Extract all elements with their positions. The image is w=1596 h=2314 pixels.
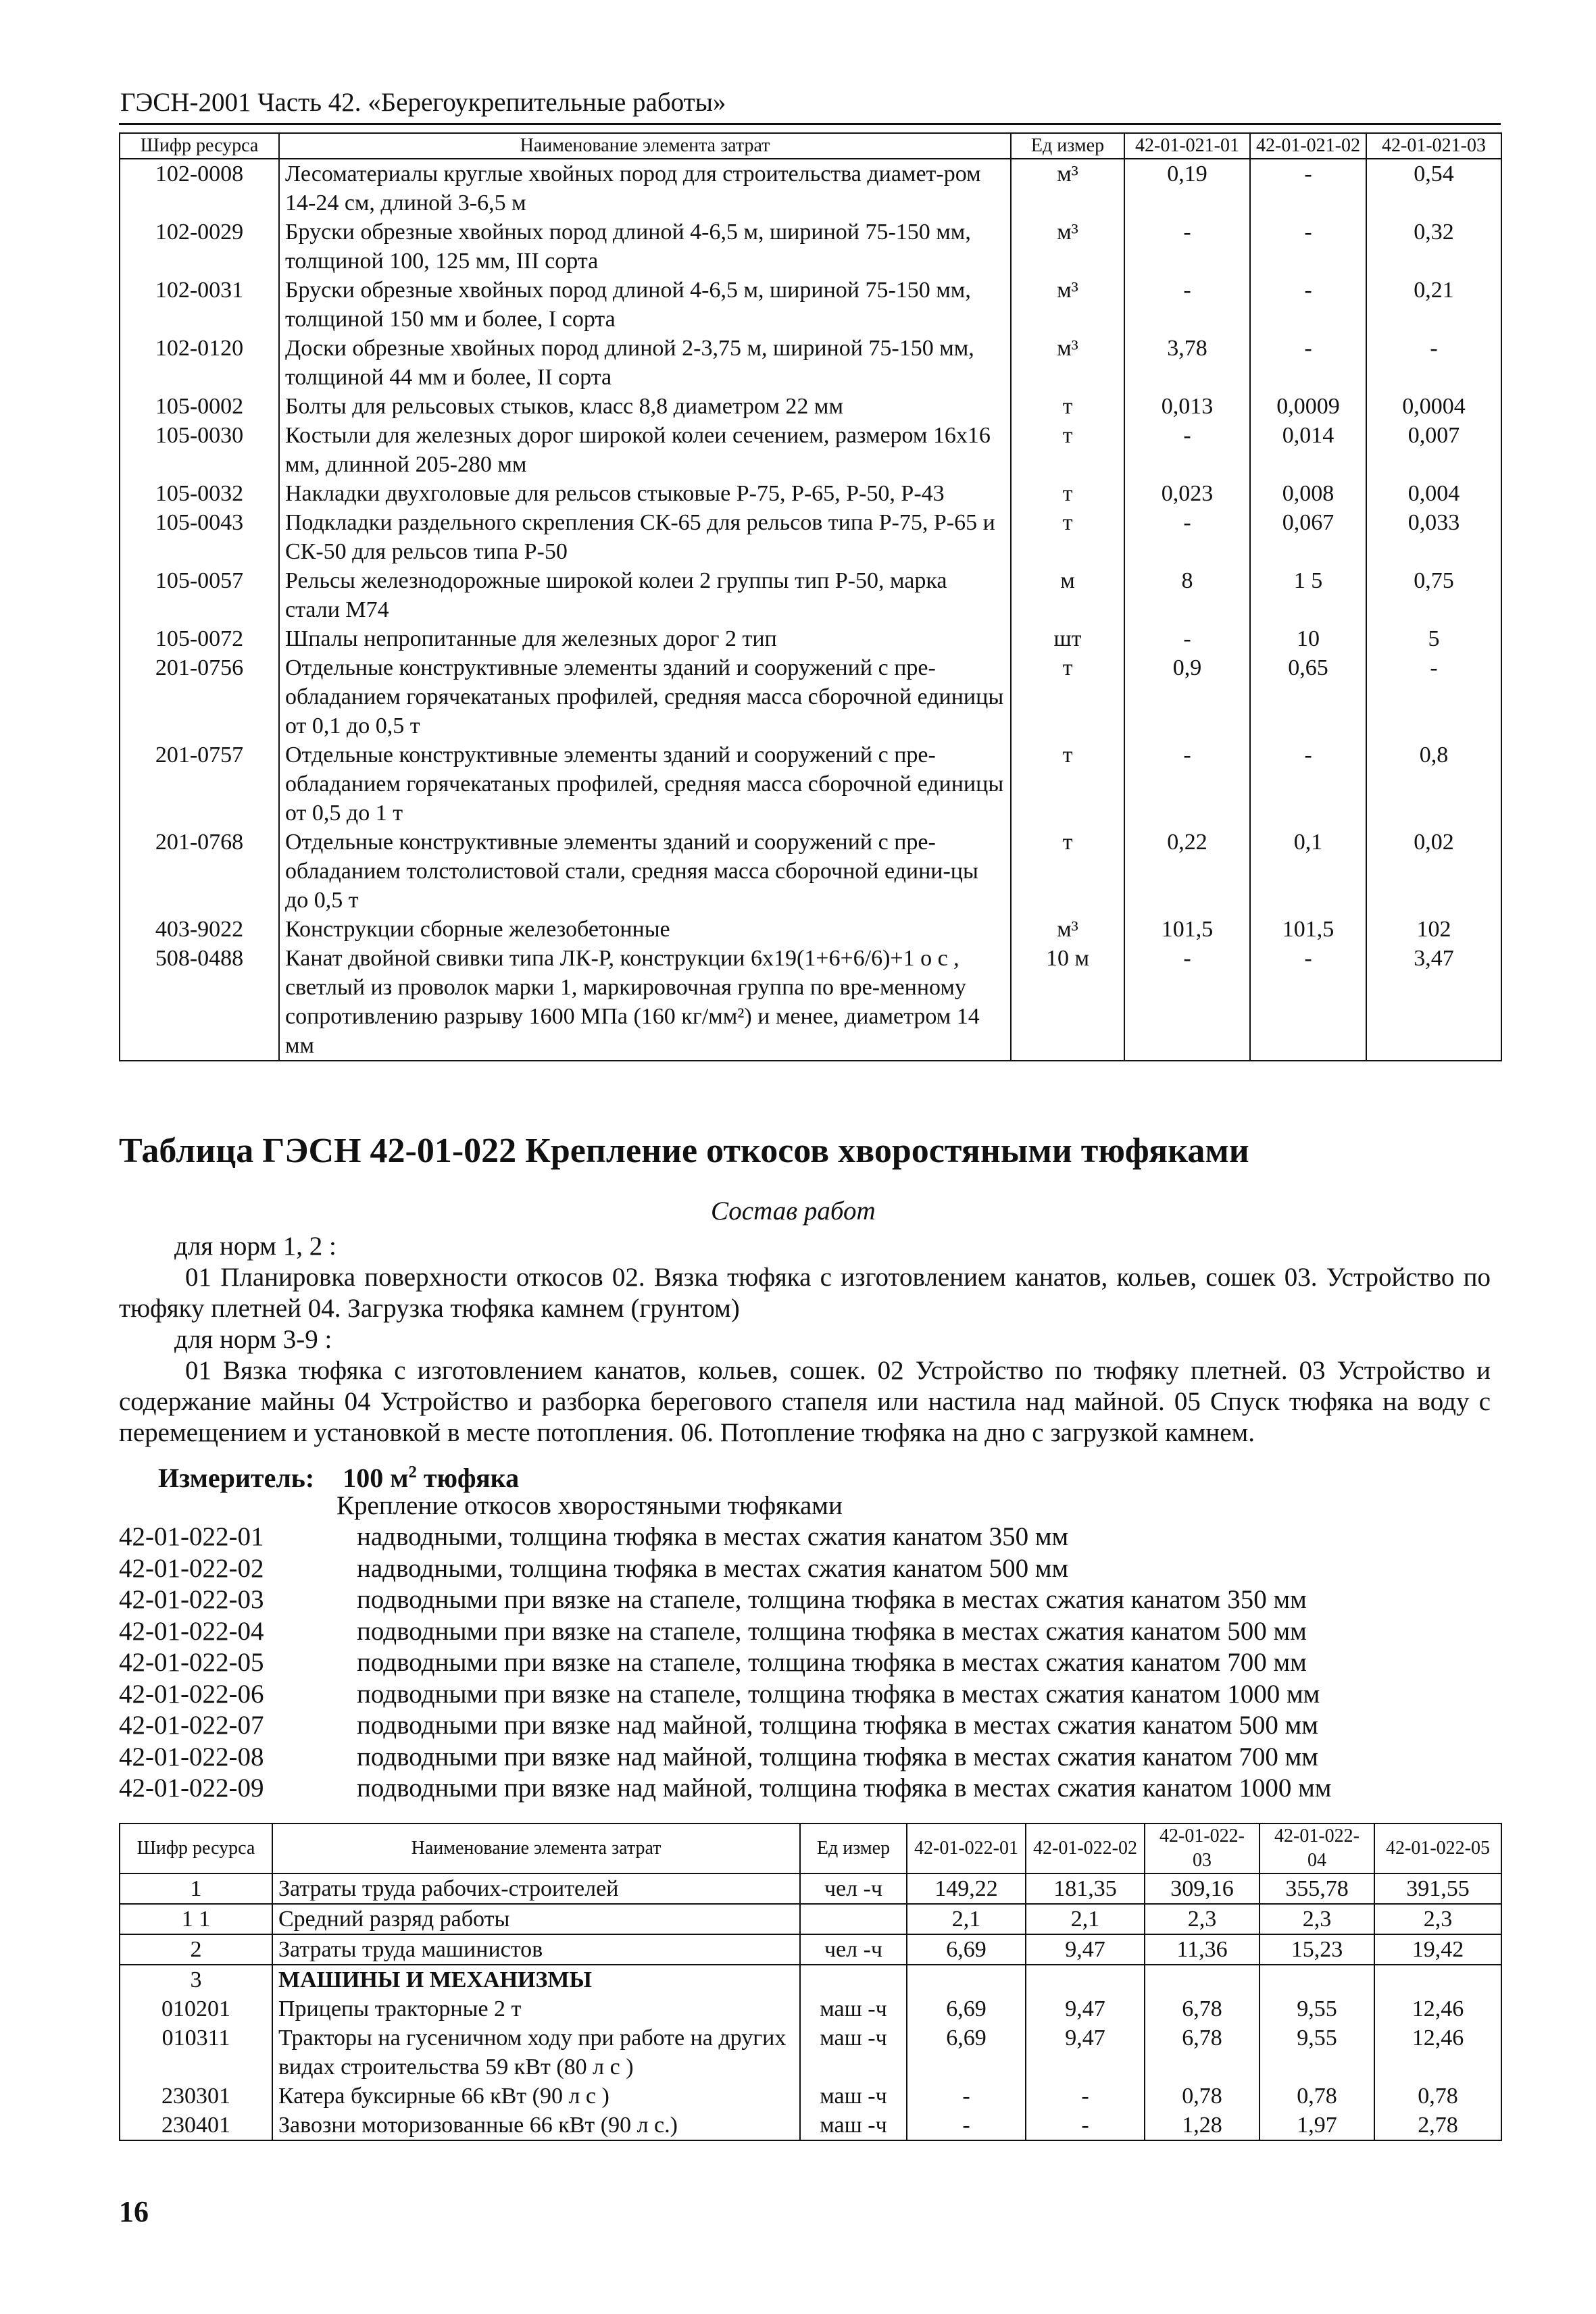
resource-unit: м [1011, 566, 1124, 624]
norm-code: 42-01-022-08 [119, 1742, 264, 1771]
resource-code: 1 1 [120, 1904, 272, 1934]
table-row [120, 508, 1501, 566]
norm-text: надводными, толщина тюфяка в местах сжатия канатом 500 мм [357, 1553, 1069, 1583]
norm-value: 0,32 [1366, 218, 1501, 276]
norm-value: 149,22 [907, 1873, 1026, 1904]
norm-value: - [1124, 944, 1250, 1061]
resource-name: Канат двойной свивки типа ЛК-Р, конструкции 6х19(1+6+6/6)+1 о с , светлый из проволок марки 1, маркировочная группа по вре-менному сопротивлению разрыву 1600 МПа (160 кг/мм²) и менее, диаметром 14 мм [279, 944, 1011, 1061]
norm-code: 42-01-022-07 [119, 1711, 264, 1740]
norm-value [1260, 1965, 1374, 1994]
norm-value: - [1124, 624, 1250, 653]
norm-value: 101,5 [1250, 915, 1366, 944]
resource-code: 1 [120, 1873, 272, 1904]
norm-code: 42-01-022-01 [119, 1522, 264, 1551]
col-header-norm: 42-01-022-04 [1260, 1823, 1374, 1873]
meter-label: Измеритель: [158, 1463, 315, 1493]
norm-value: 0,65 [1250, 653, 1366, 740]
norm-value: 0,78 [1374, 2082, 1501, 2111]
norm-value: - [1250, 944, 1366, 1061]
resource-name: Бруски обрезные хвойных пород длиной 4-6,5 м, шириной 75-150 мм, толщиной 150 мм и более, I сорта [279, 276, 1011, 334]
norm-item [119, 1773, 1484, 1805]
norm-value: 101,5 [1124, 915, 1250, 944]
table-row [120, 421, 1501, 479]
resource-unit: т [1011, 740, 1124, 828]
table-row [120, 1965, 1501, 1994]
resource-table-021 [119, 132, 1502, 1061]
norm-value: 0,78 [1145, 2082, 1260, 2111]
norm-value: 0,78 [1260, 2082, 1374, 2111]
col-header-unit: Ед измер [1011, 133, 1124, 159]
norm-text: надводными, толщина тюфяка в местах сжатия канатом 350 мм [357, 1522, 1069, 1551]
resource-unit: м³ [1011, 159, 1124, 218]
norm-value: 9,55 [1260, 1994, 1374, 2023]
norm-text: подводными при вязке на стапеле, толщина тюфяка в местах сжатия канатом 350 мм [357, 1585, 1307, 1614]
norm-value: 8 [1124, 566, 1250, 624]
resource-name: Завозни моторизованные 66 кВт (90 л с.) [272, 2111, 800, 2140]
norm-value: 309,16 [1145, 1873, 1260, 1904]
table-row [120, 624, 1501, 653]
norm-code: 42-01-022-03 [119, 1585, 264, 1614]
col-header-norm: 42-01-022-02 [1026, 1823, 1145, 1873]
norm-value: 0,033 [1366, 508, 1501, 566]
norm-code: 42-01-022-06 [119, 1679, 264, 1709]
norm-value: - [1250, 218, 1366, 276]
norm-value: - [1124, 421, 1250, 479]
norm-text: подводными при вязке над майной, толщина тюфяка в местах сжатия канатом 700 мм [357, 1742, 1318, 1771]
col-header-norm: 42-01-022-01 [907, 1823, 1026, 1873]
norm-value: 0,008 [1250, 479, 1366, 508]
resource-unit: т [1011, 653, 1124, 740]
resource-code: 3 [120, 1965, 272, 1994]
col-header-unit: Ед измер [800, 1823, 907, 1873]
norm-value: 6,69 [907, 1934, 1026, 1965]
resource-name: Бруски обрезные хвойных пород длиной 4-6,5 м, шириной 75-150 мм, толщиной 100, 125 мм, III сорта [279, 218, 1011, 276]
table-row [120, 828, 1501, 915]
resource-name: Лесоматериалы круглые хвойных пород для строительства диамет-ром 14-24 см, длиной 3-6,5 м [279, 159, 1011, 218]
col-header-norm: 42-01-021-01 [1124, 133, 1250, 159]
resource-code: 201-0756 [120, 653, 279, 740]
norm-value: 6,69 [907, 2023, 1026, 2082]
norm-value [907, 1965, 1026, 1994]
norm-value: 12,46 [1374, 2023, 1501, 2082]
resource-unit: м³ [1011, 915, 1124, 944]
table-row [120, 159, 1501, 218]
resource-unit: т [1011, 421, 1124, 479]
norm-value: 181,35 [1026, 1873, 1145, 1904]
norm-value: - [1250, 334, 1366, 392]
norm-value [1374, 1965, 1501, 1994]
table-row [120, 2111, 1501, 2140]
resource-name: Средний разряд работы [272, 1904, 800, 1934]
resource-code: 105-0072 [120, 624, 279, 653]
norm-text: подводными при вязке на стапеле, толщина тюфяка в местах сжатия канатом 700 мм [357, 1648, 1307, 1677]
norm-value: 2,78 [1374, 2111, 1501, 2140]
table-row [120, 944, 1501, 1061]
resource-unit: шт [1011, 624, 1124, 653]
resource-name: Доски обрезные хвойных пород длиной 2-3,75 м, шириной 75-150 мм, толщиной 44 мм и более, II сорта [279, 334, 1011, 392]
norm-value: 5 [1366, 624, 1501, 653]
norm-value: - [1124, 218, 1250, 276]
norm-value: 0,1 [1250, 828, 1366, 915]
norm-value: 0,0009 [1250, 392, 1366, 421]
norm-value: 9,47 [1026, 1994, 1145, 2023]
resource-unit: т [1011, 392, 1124, 421]
resource-code: 201-0768 [120, 828, 279, 915]
resource-unit [800, 1965, 907, 1994]
resource-unit: т [1011, 479, 1124, 508]
resource-unit: маш -ч [800, 2023, 907, 2082]
norm-value: - [1366, 334, 1501, 392]
resource-name: Подкладки раздельного скрепления СК-65 для рельсов типа Р-75, Р-65 и СК-50 для рельсов типа Р-50 [279, 508, 1011, 566]
table-row [120, 276, 1501, 334]
norms-group-title: Крепление откосов хворостяными тюфяками [336, 1491, 843, 1520]
norm-value: - [907, 2111, 1026, 2140]
resource-name: Накладки двухголовые для рельсов стыковые Р-75, Р-65, Р-50, Р-43 [279, 479, 1011, 508]
norm-value: 2,3 [1374, 1904, 1501, 1934]
norm-value: - [907, 2082, 1026, 2111]
col-header-norm: 42-01-022-05 [1374, 1823, 1501, 1873]
norm-value: 0,023 [1124, 479, 1250, 508]
norms-list [119, 1521, 1484, 1805]
norms-1-2-label: для норм 1, 2 : [174, 1232, 336, 1261]
norm-item [119, 1647, 1484, 1679]
norm-code: 42-01-022-04 [119, 1616, 264, 1646]
norm-value: - [1366, 653, 1501, 740]
resource-code: 102-0008 [120, 159, 279, 218]
norm-value: - [1250, 159, 1366, 218]
norm-value: 1,97 [1260, 2111, 1374, 2140]
resource-table-022 [119, 1823, 1502, 2141]
resource-unit: 10 м [1011, 944, 1124, 1061]
norm-value: 3,47 [1366, 944, 1501, 1061]
resource-unit: маш -ч [800, 2082, 907, 2111]
table-row [120, 334, 1501, 392]
resource-unit: маш -ч [800, 1994, 907, 2023]
norm-value: - [1026, 2111, 1145, 2140]
table-row [120, 1994, 1501, 2023]
page-header: ГЭСН-2001 Часть 42. «Берегоукрепительные работы» [120, 88, 726, 117]
resource-unit [800, 1904, 907, 1934]
table-row [120, 1873, 1501, 1904]
norm-value: - [1124, 740, 1250, 828]
resource-name: Отдельные конструктивные элементы зданий и сооружений с пре-обладанием горячекатаных профилей, средняя масса сборочной единицы от 0,5 до 1 т [279, 740, 1011, 828]
table-row [120, 2023, 1501, 2082]
norm-value [1145, 1965, 1260, 1994]
norm-value: 2,1 [1026, 1904, 1145, 1934]
page-number: 16 [119, 2195, 149, 2228]
resource-name: Рельсы железнодорожные широкой колеи 2 группы тип Р-50, марка стали М74 [279, 566, 1011, 624]
norm-item [119, 1521, 1484, 1553]
norm-value: - [1124, 276, 1250, 334]
norm-text: подводными при вязке на стапеле, толщина тюфяка в местах сжатия канатом 1000 мм [357, 1679, 1320, 1709]
resource-name: Отдельные конструктивные элементы зданий и сооружений с пре-обладанием толстолистовой стали, средняя масса сборочной едини-цы до 0,5 т [279, 828, 1011, 915]
norm-code: 42-01-022-05 [119, 1648, 264, 1677]
norm-value: 0,8 [1366, 740, 1501, 828]
table-row [120, 566, 1501, 624]
col-header-name: Наименование элемента затрат [279, 133, 1011, 159]
col-header-name: Наименование элемента затрат [272, 1823, 800, 1873]
norm-value: 0,22 [1124, 828, 1250, 915]
table-row [120, 392, 1501, 421]
col-header-code: Шифр ресурса [120, 1823, 272, 1873]
table-header-row [120, 133, 1501, 159]
norm-value: 102 [1366, 915, 1501, 944]
col-header-norm: 42-01-021-02 [1250, 133, 1366, 159]
table-row [120, 1934, 1501, 1965]
meter [158, 1462, 519, 1494]
table-row [120, 479, 1501, 508]
norm-value: 9,47 [1026, 1934, 1145, 1965]
norms-3-9-label: для норм 3-9 : [174, 1325, 332, 1354]
resource-unit: т [1011, 828, 1124, 915]
norm-item [119, 1584, 1484, 1616]
resource-unit: м³ [1011, 334, 1124, 392]
resource-code: 403-9022 [120, 915, 279, 944]
resource-unit: чел -ч [800, 1873, 907, 1904]
resource-name: Шпалы непропитанные для железных дорог 2 тип [279, 624, 1011, 653]
resource-code: 010311 [120, 2023, 272, 2082]
col-header-norm: 42-01-021-03 [1366, 133, 1501, 159]
meter-value: 100 $м^2$ тюфяка [343, 1463, 520, 1493]
norm-text: подводными при вязке над майной, толщина тюфяка в местах сжатия канатом 1000 мм [357, 1774, 1332, 1803]
resource-unit: м³ [1011, 218, 1124, 276]
col-header-norm: 42-01-022-03 [1145, 1823, 1260, 1873]
norm-value: 2,1 [907, 1904, 1026, 1934]
table-header-row [120, 1823, 1501, 1873]
norm-value: 6,78 [1145, 2023, 1260, 2082]
resource-code: 102-0120 [120, 334, 279, 392]
norm-item [119, 1742, 1484, 1774]
norm-value: 9,55 [1260, 2023, 1374, 2082]
resource-name: Затраты труда машинистов [272, 1934, 800, 1965]
norm-value [1026, 1965, 1145, 1994]
resource-code: 201-0757 [120, 740, 279, 828]
norms-3-9-text: 01 Вязка тюфяка с изготовлением канатов, кольев, сошек. 02 Устройство по тюфяку плетней. 03 Устройство и содержание майны 04 Устройство и разборка берегового стапеля или настила над майной. 05 Спуск тюфяка на воду с перемещением и установкой в месте потопления. 06. Потопление тюфяка на дно с загрузкой камнем. [119, 1356, 1491, 1447]
norm-value: 0,19 [1124, 159, 1250, 218]
resource-code: 010201 [120, 1994, 272, 2023]
norm-value: - [1250, 276, 1366, 334]
resource-name: Конструкции сборные железобетонные [279, 915, 1011, 944]
resource-code: 102-0031 [120, 276, 279, 334]
resource-name: Болты для рельсовых стыков, класс 8,8 диаметром 22 мм [279, 392, 1011, 421]
resource-name: Катера буксирные 66 кВт (90 л с ) [272, 2082, 800, 2111]
norm-value: 6,69 [907, 1994, 1026, 2023]
norm-value: 2,3 [1145, 1904, 1260, 1934]
norm-value: - [1250, 740, 1366, 828]
resource-code: 230301 [120, 2082, 272, 2111]
norm-value: 10 [1250, 624, 1366, 653]
norm-value: 6,78 [1145, 1994, 1260, 2023]
col-header-code: Шифр ресурса [120, 133, 279, 159]
section-subtitle: Состав работ [711, 1197, 876, 1226]
resource-code: 2 [120, 1934, 272, 1965]
table-row [120, 2082, 1501, 2111]
resource-code: 105-0032 [120, 479, 279, 508]
norm-value: 1,28 [1145, 2111, 1260, 2140]
resource-unit: чел -ч [800, 1934, 907, 1965]
resource-code: 230401 [120, 2111, 272, 2140]
table-row [120, 218, 1501, 276]
norm-value: 0,75 [1366, 566, 1501, 624]
norm-value: 3,78 [1124, 334, 1250, 392]
norm-item [119, 1616, 1484, 1648]
resource-name: Прицепы тракторные 2 т [272, 1994, 800, 2023]
resource-code: 102-0029 [120, 218, 279, 276]
table-row [120, 915, 1501, 944]
norm-value: - [1026, 2082, 1145, 2111]
norm-value: 0,007 [1366, 421, 1501, 479]
resource-unit: т [1011, 508, 1124, 566]
norm-code: 42-01-022-09 [119, 1774, 264, 1803]
norm-text: подводными при вязке на стапеле, толщина тюфяка в местах сжатия канатом 500 мм [357, 1616, 1307, 1646]
resource-code: 105-0057 [120, 566, 279, 624]
norm-text: подводными при вязке над майной, толщина тюфяка в местах сжатия канатом 500 мм [357, 1711, 1318, 1740]
resource-name: МАШИНЫ И МЕХАНИЗМЫ [272, 1965, 800, 1994]
resource-name: Отдельные конструктивные элементы зданий и сооружений с пре-обладанием горячекатаных профилей, средняя масса сборочной единицы от 0,1 до 0,5 т [279, 653, 1011, 740]
section-title: Таблица ГЭСН 42-01-022 Крепление откосов хворостяными тюфяками [119, 1132, 1249, 1170]
resource-unit: м³ [1011, 276, 1124, 334]
norm-value: 0,067 [1250, 508, 1366, 566]
norm-value: 0,004 [1366, 479, 1501, 508]
norm-value: 391,55 [1374, 1873, 1501, 1904]
norm-item [119, 1553, 1484, 1585]
norm-value: 2,3 [1260, 1904, 1374, 1934]
norm-value: 1 5 [1250, 566, 1366, 624]
table-row [120, 740, 1501, 828]
norm-value: 0,21 [1366, 276, 1501, 334]
norm-value: 0,9 [1124, 653, 1250, 740]
norm-value: 0,0004 [1366, 392, 1501, 421]
resource-code: 105-0043 [120, 508, 279, 566]
norm-value: 0,014 [1250, 421, 1366, 479]
resource-name: Костыли для железных дорог широкой колеи сечением, размером 16х16 мм, длинной 205-280 мм [279, 421, 1011, 479]
norm-value: 19,42 [1374, 1934, 1501, 1965]
norm-value: 15,23 [1260, 1934, 1374, 1965]
resource-unit: маш -ч [800, 2111, 907, 2140]
norm-value: 12,46 [1374, 1994, 1501, 2023]
norm-value: 9,47 [1026, 2023, 1145, 2082]
norm-value: 11,36 [1145, 1934, 1260, 1965]
header-rule [119, 123, 1501, 125]
norm-value: 0,54 [1366, 159, 1501, 218]
resource-code: 105-0002 [120, 392, 279, 421]
norm-item [119, 1710, 1484, 1742]
norm-value: 0,013 [1124, 392, 1250, 421]
resource-code: 105-0030 [120, 421, 279, 479]
norm-value: - [1124, 508, 1250, 566]
resource-name: Тракторы на гусеничном ходу при работе на других видах строительства 59 кВт (80 л с ) [272, 2023, 800, 2082]
resource-name: Затраты труда рабочих-строителей [272, 1873, 800, 1904]
resource-code: 508-0488 [120, 944, 279, 1061]
norm-item [119, 1679, 1484, 1711]
norms-1-2-text: 01 Планировка поверхности откосов 02. Вязка тюфяка с изготовлением канатов, кольев, сошек 03. Устройство по тюфяку плетней 04. Загрузка тюфяка камнем (грунтом) [119, 1263, 1491, 1323]
norm-code: 42-01-022-02 [119, 1553, 264, 1583]
norm-value: 355,78 [1260, 1873, 1374, 1904]
table-row [120, 1904, 1501, 1934]
norm-value: 0,02 [1366, 828, 1501, 915]
table-row [120, 653, 1501, 740]
